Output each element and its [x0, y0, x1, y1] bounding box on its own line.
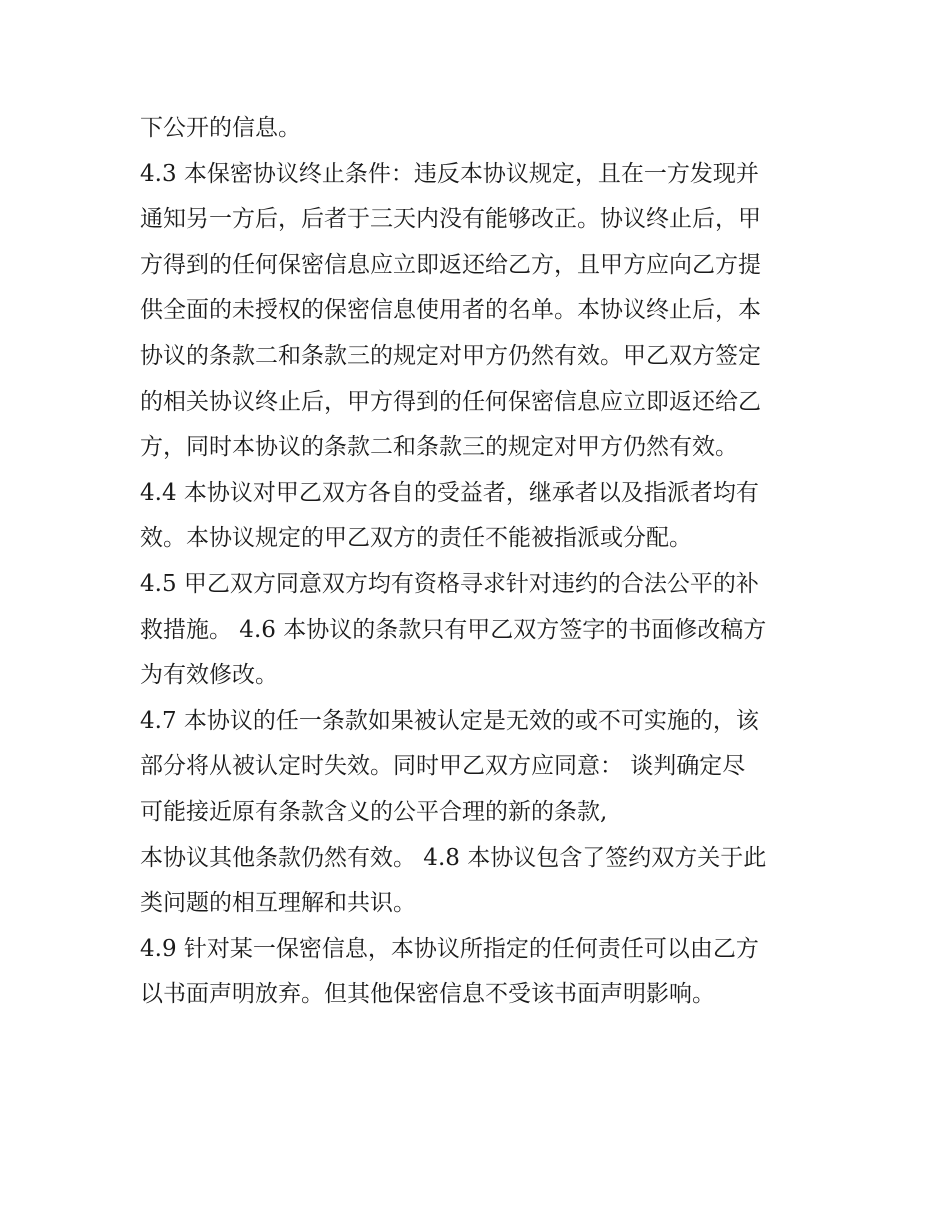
text-line: 效。本协议规定的甲乙双方的责任不能被指派或分配。 [140, 525, 692, 552]
text-line: 4.7 本协议的任一条款如果被认定是无效的或不可实施的，该 [140, 707, 759, 734]
text-line: 4.4 本协议对甲乙双方各自的受益者，继承者以及指派者均有 [140, 479, 759, 506]
text-line: 协议的条款二和条款三的规定对甲方仍然有效。甲乙双方签定 [140, 342, 761, 369]
text-line: 本协议其他条款仍然有效。 4.8 本协议包含了签约双方关于此 [140, 844, 767, 871]
text-line: 供全面的未授权的保密信息使用者的名单。本协议终止后，本 [140, 297, 761, 324]
text-line: 4.5 甲乙双方同意双方均有资格寻求针对违约的合法公平的补 [140, 570, 759, 597]
text-line: 的相关协议终止后，甲方得到的任何保密信息应立即返还给乙 [140, 388, 761, 415]
text-line: 部分将从被认定时失效。同时甲乙双方应同意： 谈判确定尽 [140, 753, 746, 780]
text-line: 类问题的相互理解和共识。 [140, 890, 416, 917]
text-line: 方，同时本协议的条款二和条款三的规定对甲方仍然有效。 [140, 434, 738, 461]
text-line: 4.9 针对某一保密信息，本协议所指定的任何责任可以由乙方 [140, 935, 759, 962]
text-line: 通知另一方后，后者于三天内没有能够改正。协议终止后，甲 [140, 206, 761, 233]
text-line: 4.3 本保密协议终止条件：违反本协议规定，且在一方发现并 [140, 160, 759, 187]
text-line: 方得到的任何保密信息应立即返还给乙方，且甲方应向乙方提 [140, 251, 761, 278]
text-line: 下公开的信息。 [140, 115, 301, 141]
agreement-text [140, 106, 820, 1018]
text-line: 救措施。 4.6 本协议的条款只有甲乙双方签字的书面修改稿方 [140, 616, 767, 643]
text-line: 可能接近原有条款含义的公平合理的新的条款, [140, 798, 608, 825]
text-line: 以书面声明放弃。但其他保密信息不受该书面声明影响。 [140, 981, 715, 1008]
text-line: 为有效修改。 [140, 662, 278, 689]
